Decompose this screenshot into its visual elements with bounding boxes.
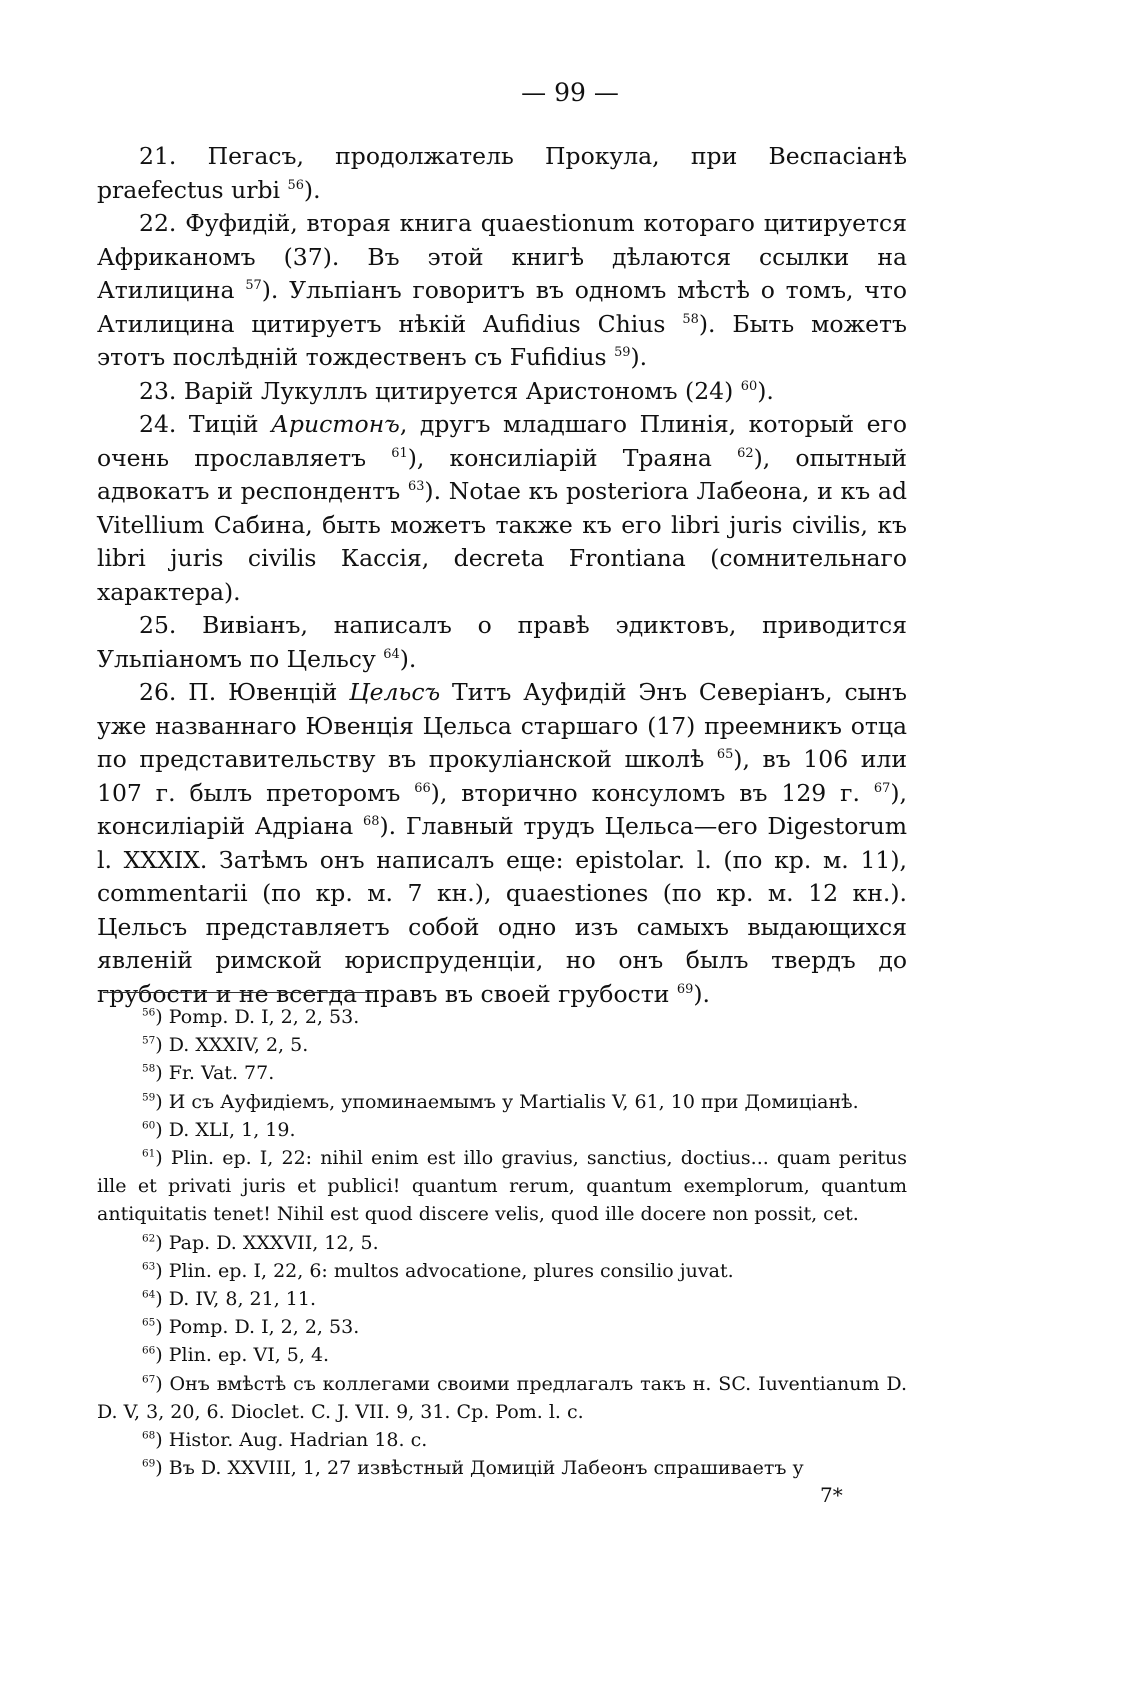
footnote: $^{61}$) Plin. ep. I, 22: nihil enim est illo gravius, sanctius, doctius... quam peritus ille et privati juris et publici! quantum rerum, quantum exemplorum, quantum antiquitatis tenet! Nihil est quod discere velis, quod ille docere non possit, cet. xyxy=(97,1147,907,1226)
footnote-number: 67 xyxy=(142,1373,156,1386)
paragraph-21: 21. Пегасъ, продолжатель Прокула, при Веспасіанѣ praefectus urbi $^{56}$). xyxy=(97,142,907,204)
footnote: $^{64}$) D. IV, 8, 21, 11. xyxy=(142,1288,317,1311)
footnote: $^{58}$) Fr. Vat. 77. xyxy=(142,1062,275,1085)
footnote-number: 62 xyxy=(142,1232,156,1245)
page-number: — 99 — xyxy=(521,78,619,107)
footnote-number: 61 xyxy=(142,1147,156,1160)
jurist-name: Аристонъ xyxy=(271,410,400,438)
footnote-number: 56 xyxy=(142,1006,156,1019)
footnote-ref[interactable]: 63 xyxy=(407,479,425,495)
footnote-ref[interactable]: 69 xyxy=(676,981,694,997)
footnote-ref[interactable]: 68 xyxy=(363,814,380,830)
footnote-ref[interactable]: 67 xyxy=(873,780,891,796)
footnote: $^{56}$) Pomp. D. I, 2, 2, 53. xyxy=(142,1006,360,1028)
footnote-number: 59 xyxy=(142,1091,156,1104)
paragraph-25: 25. Вивіанъ, написалъ о правѣ эдиктовъ, приводится Ульпіаномъ по Цельсу $^{64}$). xyxy=(97,611,907,673)
footnote-number: 60 xyxy=(142,1119,156,1132)
footnote: $^{57}$) D. XXXIV, 2, 5. xyxy=(142,1034,309,1057)
footnote-ref[interactable]: 57 xyxy=(245,278,262,294)
signature-mark: 7* xyxy=(820,1483,843,1507)
footnote-ref[interactable]: 58 xyxy=(682,311,699,327)
footnote: $^{63}$) Plin. ep. I, 22, 6: multos advocatione, plures consilio juvat. xyxy=(142,1259,734,1282)
paragraph-24: 24. Тицій Аристонъ, другъ младшаго Плинія, который его очень прославляетъ $^{61}$), консиліарій Траяна $^{62}$), опытный адвокатъ и респондентъ $^{63}$). Notae къ posteriora Лабеона, и къ ad Vitellium Сабина, быть можетъ также къ его libri juris civilis, къ libri juris civilis Кассія, decreta Frontiana (сомнительнаго характера). xyxy=(97,410,907,606)
footnote-number: 58 xyxy=(142,1063,156,1076)
footnotes xyxy=(97,1003,907,1482)
footnote: $^{60}$) D. XLI, 1, 19. xyxy=(142,1118,296,1141)
paragraph-22: 22. Фуфидій, вторая книга quaestionum котораго цитируется Африканомъ (37). Въ этой книгѣ дѣлаются ссылки на Атилицина $^{57}$). Ульпіанъ говоритъ въ одномъ мѣстѣ о томъ, что Атилицина цитируетъ нѣкій Aufidius Chius $^{58}$). Быть можетъ этотъ послѣдній тождественъ съ Fufidius $^{59}$). xyxy=(97,209,907,371)
footnote-number: 63 xyxy=(142,1260,156,1273)
footnote-ref[interactable]: 62 xyxy=(737,445,754,461)
footnote-ref[interactable]: 64 xyxy=(383,646,400,662)
footnote-ref[interactable]: 65 xyxy=(716,747,734,763)
footnote: $^{65}$) Pomp. D. I, 2, 2, 53. xyxy=(142,1316,360,1339)
footnote-ref[interactable]: 61 xyxy=(391,445,408,461)
footnote-number: 68 xyxy=(142,1429,156,1442)
footnote: $^{67}$) Онъ вмѣстѣ съ коллегами своими предлагалъ такъ н. SC. Iuventianum D. D. V, 3, 20, 6. Dioclet. C. J. VII. 9, 31. Ср. Pom. l. c. xyxy=(97,1372,907,1423)
footnote-ref[interactable]: 60 xyxy=(740,378,758,394)
footnote-number: 65 xyxy=(142,1316,156,1329)
footnote: $^{69}$) Въ D. XXVIII, 1, 27 извѣстный Домицій Лабеонъ спрашиваетъ у xyxy=(142,1457,804,1480)
footnote: $^{66}$) Plin. ep. VI, 5, 4. xyxy=(142,1344,330,1367)
footnote-ref[interactable]: 66 xyxy=(414,780,431,796)
footnote-ref[interactable]: 59 xyxy=(614,345,631,361)
footnote: $^{62}$) Pap. D. XXXVII, 12, 5. xyxy=(142,1231,379,1254)
footnote-number: 69 xyxy=(142,1457,156,1470)
footnote-ref[interactable]: 56 xyxy=(287,177,304,193)
main-text xyxy=(97,140,907,1011)
footnote: $^{68}$) Histor. Aug. Hadrian 18. c. xyxy=(142,1429,428,1452)
footnote-divider xyxy=(103,992,373,993)
footnote-number: 66 xyxy=(142,1345,156,1358)
footnote-number: 57 xyxy=(142,1034,156,1047)
footnote-number: 64 xyxy=(142,1288,156,1301)
jurist-name: Цельсъ xyxy=(349,678,441,706)
footnote: $^{59}$) И съ Ауфидіемъ, упоминаемымъ у Martialis V, 61, 10 при Домиціанѣ. xyxy=(142,1090,859,1113)
paragraph-26: 26. П. Ювенцій Цельсъ Титъ Ауфидій Энъ Северіанъ, сынъ уже названнаго Ювенція Цельса старшаго (17) преемникъ отца по представительству въ прокуліанской школѣ $^{65}$), въ 106 или 107 г. былъ преторомъ $^{66}$), вторично консуломъ въ 129 г. $^{67}$), консиліарій Адріана $^{68}$). Главный трудъ Цельса—его Digestorum l. XXXIX. Затѣмъ онъ написалъ еще: epistolar. l. (по кр. м. 11), commentarii (по кр. м. 7 кн.), quaestiones (по кр. м. 12 кн.). Цельсъ представляетъ собой одно изъ самыхъ выдающихся явленій римской юриспруденціи, но онъ былъ твердъ до грубости и не всегда правъ въ своей грубости $^{69}$). xyxy=(97,678,907,1008)
paragraph-23: 23. Варій Лукуллъ цитируется Аристономъ (24) $^{60}$). xyxy=(139,376,774,405)
